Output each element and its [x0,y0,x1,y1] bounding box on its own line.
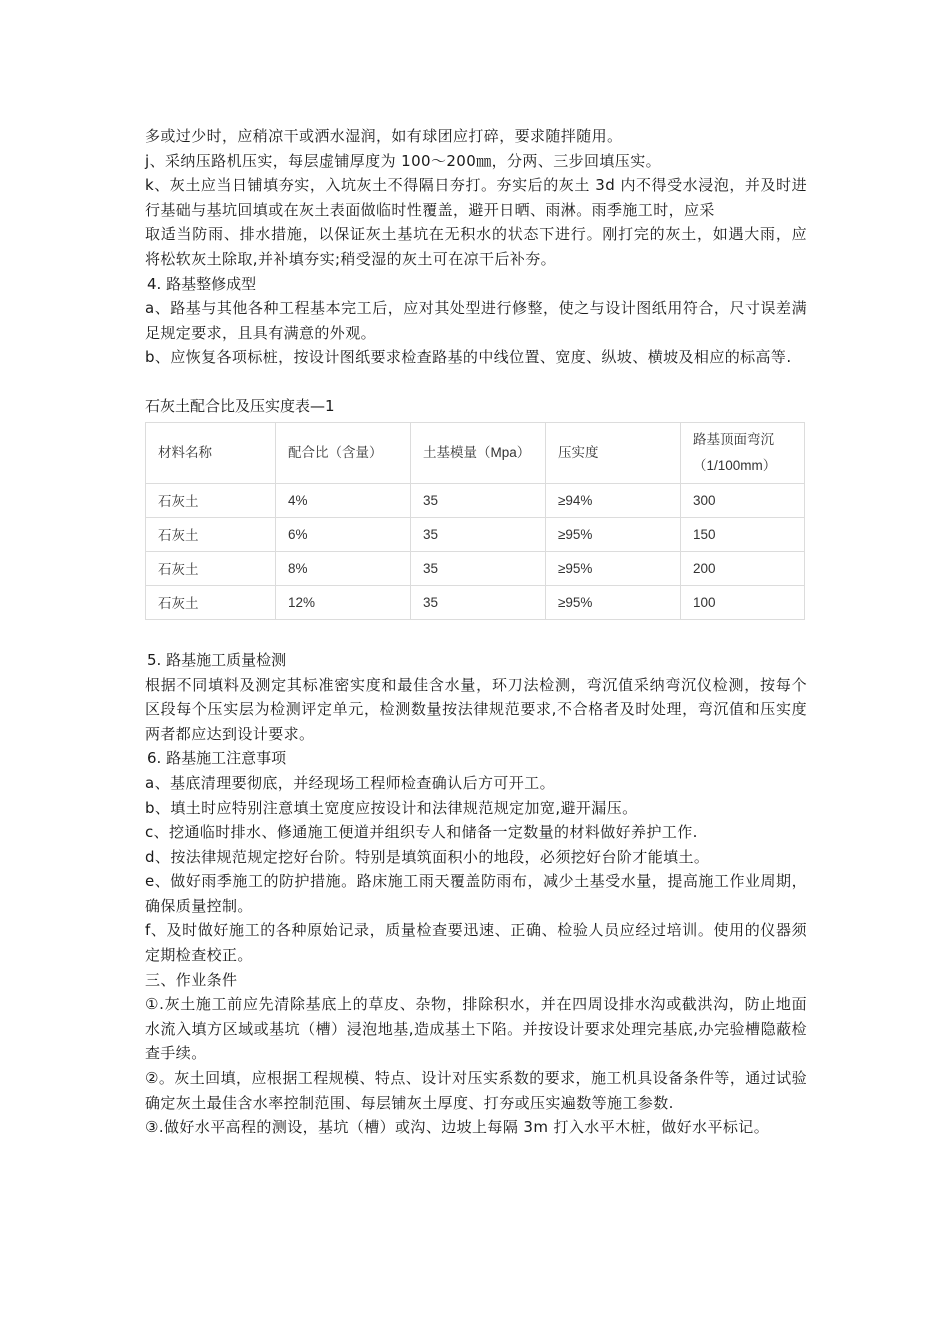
paragraph: j、采纳压路机压实，每层虚铺厚度为 100～200㎜，分两、三步回填压实。 [145,151,661,170]
table-header-row [146,422,805,483]
table-cell: 35 [411,483,546,517]
table-header-cell: 路基顶面弯沉（1/100mm） [681,422,805,483]
list-item: d、按法律规范规定挖好台阶。特别是填筑面积小的地段，必须挖好台阶才能填土。 [145,847,710,866]
section-heading: 6. 路基施工注意事项 [147,749,287,768]
table-cell: 300 [681,483,805,517]
table-cell: 石灰土 [146,517,276,551]
list-item: ②。灰土回填，应根据工程规模、特点、设计对压实系数的要求，施工机具设备条件等，通过试验确定灰土最佳含水率控制范围、每层铺灰土厚度、打夯或压实遍数等施工参数. [145,1069,807,1112]
table-cell: 6% [276,517,411,551]
table-row [146,551,805,585]
table-cell: 35 [411,585,546,619]
section-heading: 三、作业条件 [145,970,238,989]
section-heading: 4. 路基整修成型 [147,274,257,293]
table-cell: ≥95% [546,551,681,585]
list-item: b、填土时应特别注意填土宽度应按设计和法律规范规定加宽,避开漏压。 [145,798,638,817]
list-item: a、基底清理要彻底，并经现场工程师检查确认后方可开工。 [145,773,555,792]
table-header-cell: 材料名称 [146,422,276,483]
table-cell: 石灰土 [146,585,276,619]
table-header-cell: 压实度 [546,422,681,483]
table-cell: 35 [411,551,546,585]
list-item: b、应恢复各项标桩，按设计图纸要求检查路基的中线位置、宽度、纵坡、横坡及相应的标高等. [145,348,792,367]
spacer [145,370,807,394]
table-caption: 石灰土配合比及压实度表—1 [145,396,335,415]
spacer [145,620,807,648]
paragraph: k、灰土应当日铺填夯实，入坑灰土不得隔日夯打。夯实后的灰土 3d 内不得受水浸泡，并及时进行基础与基坑回填或在灰土表面做临时性覆盖，避开日晒、雨淋。雨季施工时，应采 [145,176,807,219]
list-item: e、做好雨季施工的防护措施。路床施工雨天覆盖防雨布，减少土基受水量，提高施工作业周期，确保质量控制。 [145,872,807,915]
table-cell: 100 [681,585,805,619]
paragraph: 多或过少时，应稍凉干或洒水湿润，如有球团应打碎，要求随拌随用。 [145,127,623,145]
table-row [146,517,805,551]
table-cell: ≥94% [546,483,681,517]
spec-table [145,422,805,620]
paragraph: 根据不同填料及测定其标准密实度和最佳含水量，环刀法检测，弯沉值采纳弯沉仪检测，按每个区段每个压实层为检测评定单元，检测数量按法律规范要求,不合格者及时处理，弯沉值和压实度两者都应达到设计要求。 [145,675,807,743]
table-cell: 石灰土 [146,551,276,585]
table-cell: 35 [411,517,546,551]
list-item: ①.灰土施工前应先清除基底上的草皮、杂物，排除积水，并在四周设排水沟或截洪沟，防止地面水流入填方区域或基坑（槽）浸泡地基,造成基土下陷。并按设计要求处理完基底,办完验槽隐蔽检查手续。 [145,995,807,1063]
table-row [146,585,805,619]
list-item: f、及时做好施工的各种原始记录，质量检查要迅速、正确、检验人员应经过培训。使用的仪器须定期检查校正。 [145,921,807,965]
list-item: c、挖通临时排水、修通施工便道并组织专人和储备一定数量的材料做好养护工作. [145,823,698,842]
table-cell: 200 [681,551,805,585]
table-cell: ≥95% [546,585,681,619]
table-header-cell: 配合比（含量） [276,422,411,483]
table-header-cell: 土基模量（Mpa） [411,422,546,483]
table-cell: 12% [276,585,411,619]
document-page [145,124,807,1140]
paragraph: 取适当防雨、排水措施，以保证灰土基坑在无积水的状态下进行。刚打完的灰土，如遇大雨，应将松软灰土除取,并补填夯实;稍受湿的灰土可在凉干后补夯。 [145,225,807,268]
section-heading: 5. 路基施工质量检测 [147,650,287,669]
table-cell: 4% [276,483,411,517]
table-cell: 石灰土 [146,483,276,517]
list-item: a、路基与其他各种工程基本完工后，应对其处型进行修整，使之与设计图纸用符合，尺寸误差满足规定要求，且具有满意的外观。 [145,299,807,342]
table-cell: 150 [681,517,805,551]
table-row [146,483,805,517]
table-cell: 8% [276,551,411,585]
list-item: ③.做好水平高程的测设，基坑（槽）或沟、边坡上每隔 3m 打入水平木桩，做好水平标记。 [145,1118,770,1137]
table-cell: ≥95% [546,517,681,551]
